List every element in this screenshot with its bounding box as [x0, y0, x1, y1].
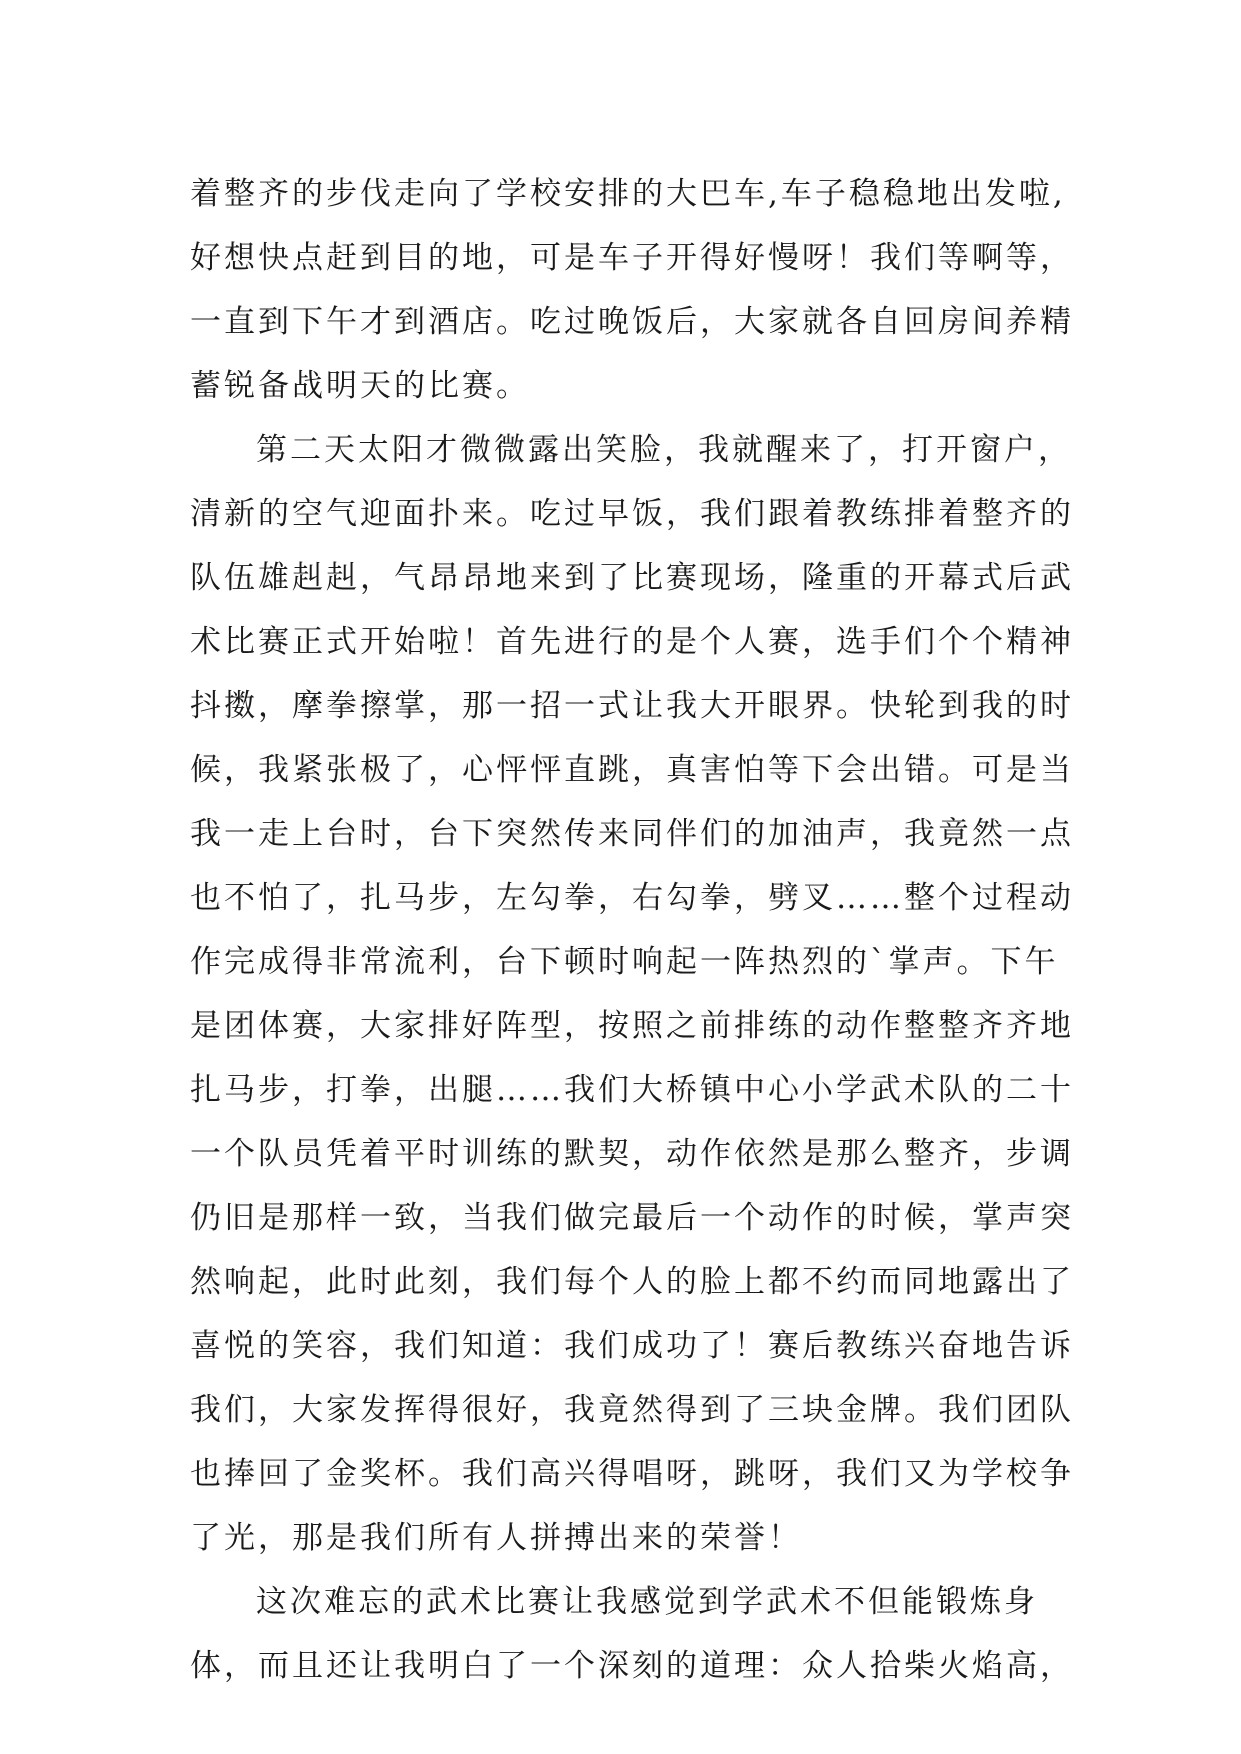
text-line: 候，我紧张极了，心怦怦直跳，真害怕等下会出错。可是当 — [190, 752, 1074, 788]
text-line: 蓄锐备战明天的比赛。 — [190, 368, 530, 404]
text-line: 也捧回了金奖杯。我们高兴得唱呀，跳呀，我们又为学校争 — [190, 1456, 1074, 1492]
text-line: 一直到下午才到酒店。吃过晚饭后，大家就各自回房间养精 — [190, 304, 1074, 340]
text-line: 着整齐的步伐走向了学校安排的大巴车,车子稳稳地出发啦, — [190, 176, 1066, 212]
text-line: 体，而且还让我明白了一个深刻的道理：众人拾柴火焰高， — [190, 1648, 1074, 1684]
text-line: 喜悦的笑容，我们知道：我们成功了！赛后教练兴奋地告诉 — [190, 1328, 1074, 1364]
text-line: 了光，那是我们所有人拼搏出来的荣誉！ — [190, 1520, 802, 1556]
essay-body — [190, 162, 1090, 1698]
text-line: 队伍雄赳赳，气昂昂地来到了比赛现场，隆重的开幕式后武 — [190, 560, 1074, 596]
text-line: 我一走上台时，台下突然传来同伴们的加油声，我竟然一点 — [190, 816, 1074, 852]
text-line: 然响起，此时此刻，我们每个人的脸上都不约而同地露出了 — [190, 1264, 1074, 1300]
text-line: 抖擞，摩拳擦掌，那一招一式让我大开眼界。快轮到我的时 — [190, 688, 1074, 724]
text-line: 一个队员凭着平时训练的默契，动作依然是那么整齐，步调 — [190, 1136, 1074, 1172]
text-line: 清新的空气迎面扑来。吃过早饭，我们跟着教练排着整齐的 — [190, 496, 1074, 532]
text-line: 是团体赛，大家排好阵型，按照之前排练的动作整整齐齐地 — [190, 1008, 1074, 1044]
text-line: 第二天太阳才微微露出笑脸，我就醒来了，打开窗户， — [256, 432, 1072, 468]
text-line: 扎马步，打拳，出腿……我们大桥镇中心小学武术队的二十 — [190, 1072, 1074, 1108]
text-line: 这次难忘的武术比赛让我感觉到学武术不但能锻炼身 — [256, 1584, 1038, 1620]
text-line: 好想快点赶到目的地，可是车子开得好慢呀！我们等啊等， — [190, 240, 1074, 276]
text-line: 我们，大家发挥得很好，我竟然得到了三块金牌。我们团队 — [190, 1392, 1074, 1428]
text-line: 也不怕了，扎马步，左勾拳，右勾拳，劈叉……整个过程动 — [190, 880, 1074, 916]
text-line: 作完成得非常流利，台下顿时响起一阵热烈的`掌声。下午 — [190, 944, 1059, 980]
text-line: 术比赛正式开始啦！首先进行的是个人赛，选手们个个精神 — [190, 624, 1074, 660]
text-line: 仍旧是那样一致，当我们做完最后一个动作的时候，掌声突 — [190, 1200, 1074, 1236]
